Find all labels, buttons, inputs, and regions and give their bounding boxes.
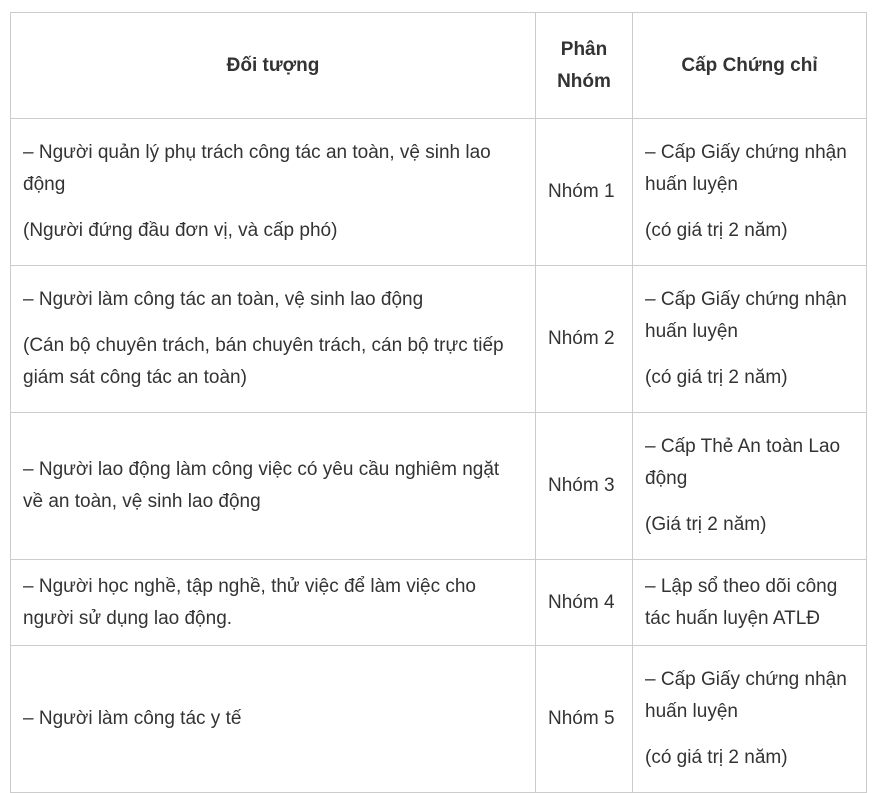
table-row bbox=[11, 560, 867, 646]
table-row bbox=[11, 646, 867, 793]
cell-subject bbox=[11, 266, 536, 413]
cell-subject bbox=[11, 560, 536, 646]
certificate-line: – Cấp Giấy chứng nhận huấn luyện bbox=[645, 669, 847, 722]
certificate-note: (có giá trị 2 năm) bbox=[645, 367, 788, 388]
cell-certificate bbox=[633, 560, 867, 646]
cell-group: Nhóm 4 bbox=[536, 560, 633, 646]
cell-group: Nhóm 1 bbox=[536, 119, 633, 266]
table-row bbox=[11, 413, 867, 560]
subject-line: – Người làm công tác an toàn, vệ sinh lao động bbox=[23, 289, 424, 310]
certificate-line: – Cấp Giấy chứng nhận huấn luyện bbox=[645, 142, 847, 195]
table-row bbox=[11, 266, 867, 413]
cell-subject bbox=[11, 646, 536, 793]
cell-certificate bbox=[633, 119, 867, 266]
certificate-line: – Lập sổ theo dõi công tác huấn luyện ATLĐ bbox=[645, 575, 838, 629]
cell-group: Nhóm 5 bbox=[536, 646, 633, 793]
subject-line: – Người học nghề, tập nghề, thử việc để làm việc cho người sử dụng lao động. bbox=[23, 575, 476, 629]
cell-certificate bbox=[633, 266, 867, 413]
subject-note: (Người đứng đầu đơn vị, và cấp phó) bbox=[23, 220, 338, 241]
cell-certificate bbox=[633, 646, 867, 793]
certificate-line: – Cấp Thẻ An toàn Lao động bbox=[645, 436, 841, 489]
header-group: Phân Nhóm bbox=[536, 13, 633, 119]
certificate-note: (Giá trị 2 năm) bbox=[645, 514, 767, 535]
cell-group: Nhóm 3 bbox=[536, 413, 633, 560]
subject-line: – Người làm công tác y tế bbox=[23, 708, 242, 729]
certificate-line: – Cấp Giấy chứng nhận huấn luyện bbox=[645, 289, 847, 342]
header-certificate: Cấp Chứng chỉ bbox=[633, 13, 867, 119]
table-header-row bbox=[11, 13, 867, 119]
certificate-note: (có giá trị 2 năm) bbox=[645, 220, 788, 241]
table-row bbox=[11, 119, 867, 266]
subject-line: – Người quản lý phụ trách công tác an toàn, vệ sinh lao động bbox=[23, 142, 491, 195]
header-subject: Đối tượng bbox=[11, 13, 536, 119]
subject-note: (Cán bộ chuyên trách, bán chuyên trách, cán bộ trực tiếp giám sát công tác an toàn) bbox=[23, 335, 504, 388]
certificate-note: (có giá trị 2 năm) bbox=[645, 747, 788, 768]
training-groups-table bbox=[10, 12, 867, 793]
cell-group: Nhóm 2 bbox=[536, 266, 633, 413]
cell-certificate bbox=[633, 413, 867, 560]
cell-subject bbox=[11, 119, 536, 266]
subject-line: – Người lao động làm công việc có yêu cầu nghiêm ngặt về an toàn, vệ sinh lao động bbox=[23, 459, 500, 512]
cell-subject bbox=[11, 413, 536, 560]
